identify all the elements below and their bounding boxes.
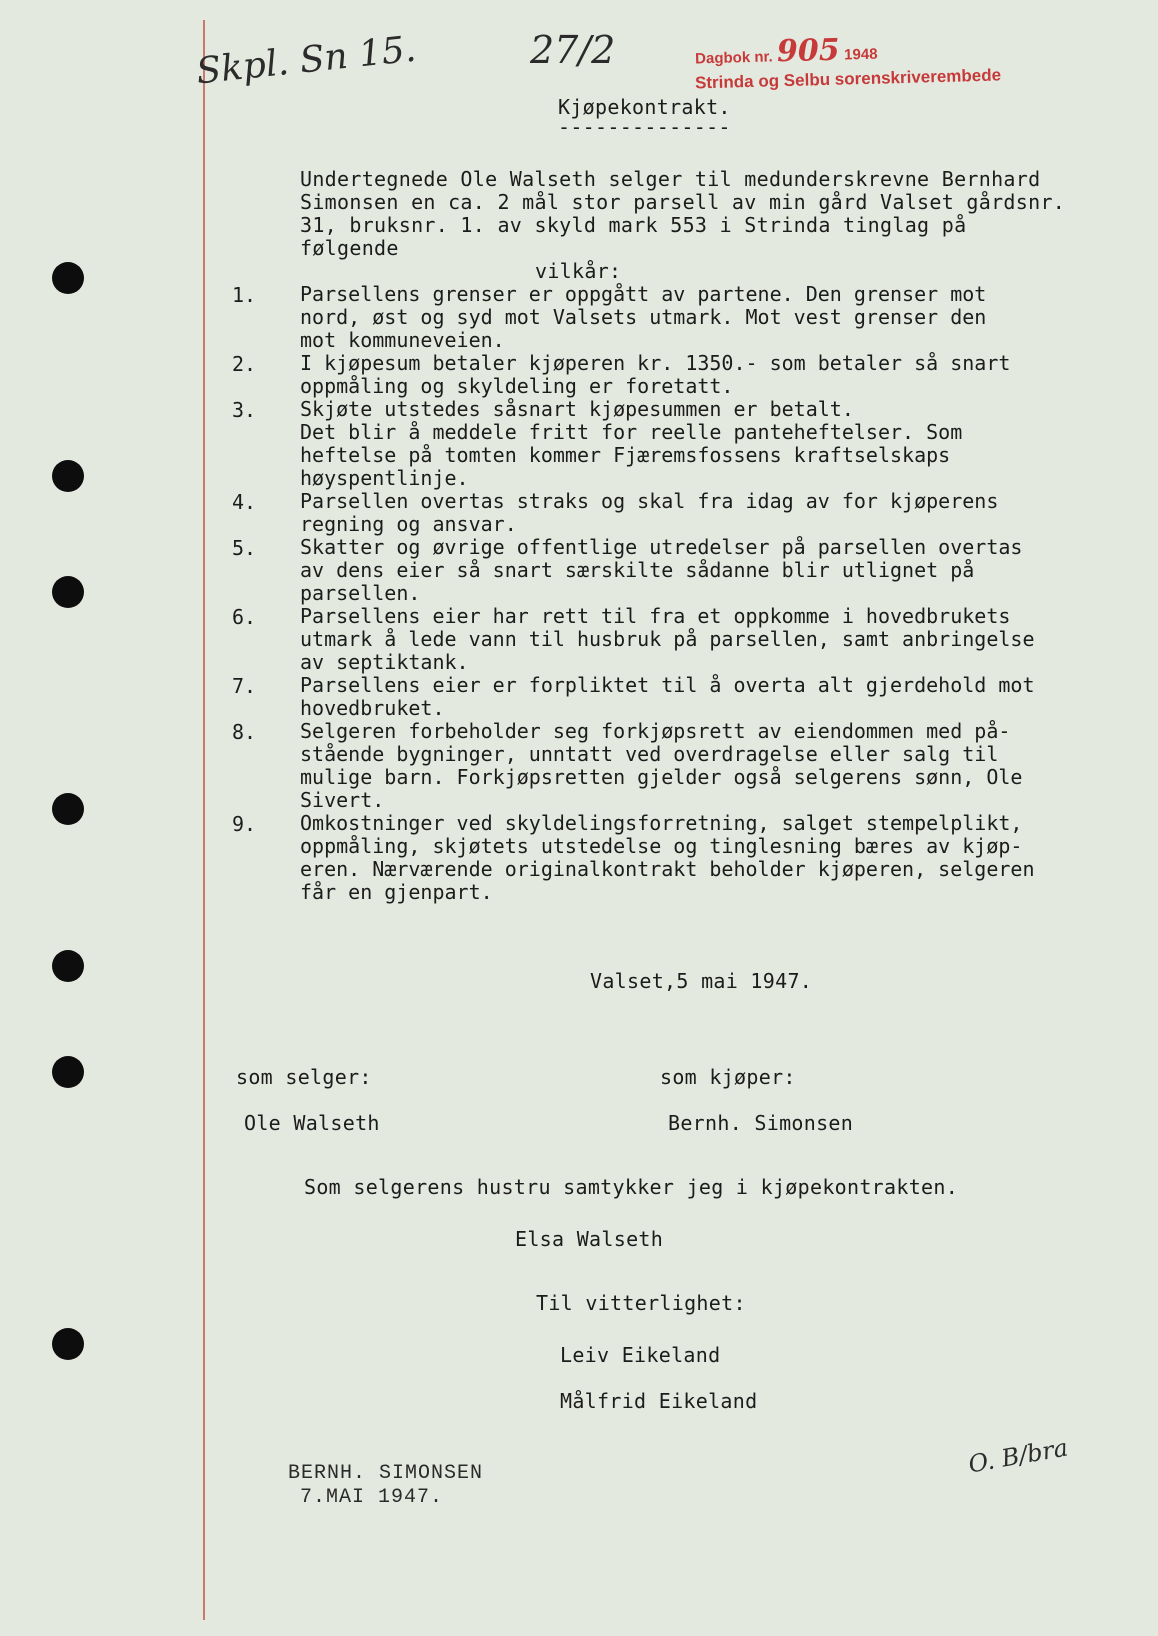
punch-hole [52,1328,84,1360]
term-text: Selgeren forbeholder seg forkjøpsrett av eiendommen med på- stående bygninger, unntatt ved overdragelse eller salg til mulige barn. Forkjøpsretten gjelder også selgerens sønn, Ole Sivert. [300,719,1023,812]
spouse-consent: Som selgerens hustru samtykker jeg i kjøpekontrakten. [304,1175,959,1199]
witness-name: Målfrid Eikeland [560,1389,758,1413]
term-number: 7. [232,674,257,698]
stamp-office: Strinda og Selbu sorenskriverembede [694,65,1002,93]
seller-label: som selger: [236,1065,372,1089]
punch-hole [52,950,84,982]
term-text: Parsellen overtas straks og skal fra idag av for kjøperens regning og ansvar. [300,489,999,536]
place-date: Valset,5 mai 1947. [590,969,813,993]
punch-hole [52,1056,84,1088]
intro-line: Simonsen en ca. 2 mål stor parsell av min gård Valset gårdsnr. [300,190,1066,214]
registry-stamp [694,32,1035,93]
term-number: 8. [232,720,257,744]
term-number: 1. [232,283,257,307]
receipt-stamp-date: 7.MAI 1947. [300,1486,444,1509]
term-text: Parsellens grenser er oppgått av partene. Den grenser mot nord, øst og syd mot Valsets utmark. Mot vest grenser den mot kommuneveien. [300,282,987,352]
punch-hole [52,460,84,492]
intro-line: Undertegnede Ole Walseth selger til medunderskrevne Bernhard [300,167,1041,191]
term-number: 4. [232,490,257,514]
buyer-label: som kjøper: [660,1065,796,1089]
title-underline: -------------- [558,115,731,139]
conditions-heading: vilkår: [535,259,622,283]
term-text: Parsellens eier har rett til fra et oppkomme i hovedbrukets utmark å lede vann til husbruk på parsellen, samt anbringelse av septiktank. [300,604,1035,674]
stamp-year: 1948 [843,45,878,64]
term-text: I kjøpesum betaler kjøperen kr. 1350.- som betaler så snart oppmåling og skyldeling er foretatt. [300,351,1011,398]
term-number: 5. [232,536,257,560]
intro-line: 31, bruksnr. 1. av skyld mark 553 i Strinda tinglag på [300,213,967,237]
buyer-name: Bernh. Simonsen [668,1111,854,1135]
term-text: Skjøte utstedes såsnart kjøpesummen er betalt. Det blir å meddele fritt for reelle panteheftelser. Som heftelse på tomten kommer Fjæremsfossens kraftselskaps høyspentlinje. [300,397,963,490]
handwritten-initials: O. B/bra [966,1433,1071,1479]
handwritten-date: 27/2 [530,28,616,72]
term-text: Skatter og øvrige offentlige utredelser på parsellen overtas av dens eier så snart særskilte sådanne blir utlignet på parsellen. [300,535,1023,605]
receipt-stamp-name: BERNH. SIMONSEN [288,1462,484,1485]
term-text: Parsellens eier er forpliktet til å overta alt gjerdehold mot hovedbruket. [300,673,1035,720]
stamp-prefix: Dagbok nr. [694,48,773,68]
margin-rule [203,20,205,1620]
term-number: 6. [232,605,257,629]
punch-hole [52,793,84,825]
witness-heading: Til vitterlighet: [536,1291,746,1315]
document-title: Kjøpekontrakt. [558,95,731,119]
intro-line: følgende [300,236,399,260]
witness-name: Leiv Eikeland [560,1343,721,1367]
punch-hole [52,262,84,294]
handwritten-reference: Skpl. Sn 15. [194,28,419,93]
term-number: 3. [232,398,257,422]
term-number: 2. [232,352,257,376]
term-text: Omkostninger ved skyldelingsforretning, salget stempelplikt, oppmåling, skjøtets utstedelse og tinglesning bæres av kjøp- eren. Nærværende originalkontrakt beholder kjøperen, selgeren får en gjenpart. [300,811,1035,904]
punch-hole [52,576,84,608]
seller-name: Ole Walseth [244,1111,380,1135]
term-number: 9. [232,812,257,836]
stamp-number: 905 [776,32,841,70]
wife-name: Elsa Walseth [515,1227,664,1251]
